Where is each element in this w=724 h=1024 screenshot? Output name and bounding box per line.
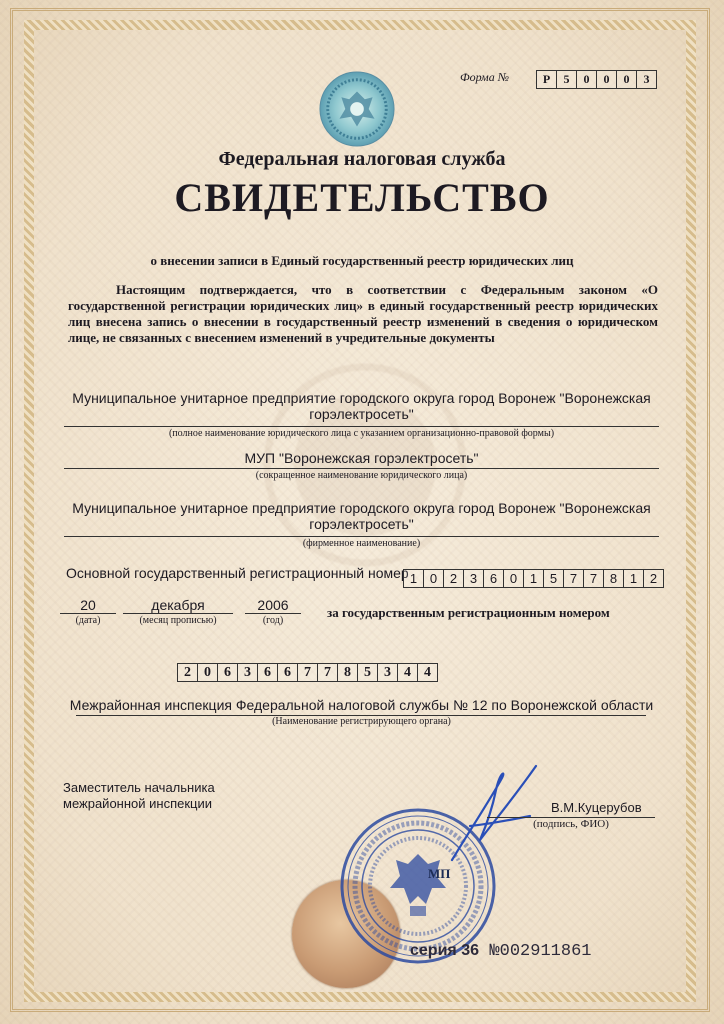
full-name-caption: (полное наименование юридического лица с указанием организационно-правовой формы) [168,428,555,439]
form-code-char: 5 [556,70,577,89]
grn-digit: 7 [297,663,318,682]
full-name-rule [64,426,659,427]
grn-digit: 8 [337,663,358,682]
grn-digit: 6 [277,663,298,682]
ogrn-digit: 1 [403,569,424,588]
grn-digit: 4 [417,663,438,682]
ogrn-digit: 1 [523,569,544,588]
date-year: 2006 [245,597,301,614]
short-name-rule [64,468,659,469]
signature-caption: (подпись, ФИО) [533,818,609,830]
brand-name-rule [64,536,659,537]
ogrn-digit: 7 [583,569,604,588]
grn-digit: 6 [257,663,278,682]
registration-number-text: за государственным регистрационным номером [327,605,610,620]
signer-position-line2: межрайонной инспекции [63,796,212,811]
ogrn-digit: 8 [603,569,624,588]
short-name-caption: (сокращенное наименование юридического лица) [255,470,468,481]
ogrn-digit: 2 [643,569,664,588]
form-number-label: Форма № [460,70,510,84]
date-day: 20 [60,597,116,614]
brand-name-line2: горэлектросеть" [309,516,414,532]
ogrn-digit: 0 [503,569,524,588]
hologram-emblem-icon [318,70,396,148]
authority-value: Межрайонная инспекция Федеральной налоговой службы № 12 по Воронежской области [69,697,654,713]
ogrn-digit: 5 [543,569,564,588]
signer-name: В.М.Куцерубов [551,800,642,815]
signer-position-line1: Заместитель начальника [63,780,215,795]
series-code: 36 [461,942,479,959]
brand-name-line1: Муниципальное унитарное предприятие городского округа город Воронеж "Воронежская [72,500,651,516]
form-code-char: 3 [636,70,657,89]
ogrn-digit: 0 [423,569,444,588]
signer-position [63,780,215,812]
document-subtitle: о внесении записи в Единый государственный реестр юридических лиц [150,253,574,268]
grn-digit: 3 [377,663,398,682]
brand-name-caption: (фирменное наименование) [302,538,421,549]
grn-digit: 4 [397,663,418,682]
form-code-char: 0 [596,70,617,89]
date-year-caption: (год) [262,615,284,626]
ogrn-digit: 6 [483,569,504,588]
form-code-boxes [537,70,657,89]
ogrn-digit: 2 [443,569,464,588]
grn-digit: 6 [217,663,238,682]
form-code-char: Р [536,70,557,89]
grn-digit: 2 [177,663,198,682]
date-month-caption: (месяц прописью) [139,615,217,626]
form-code-char: 0 [616,70,637,89]
ogrn-digit: 3 [463,569,484,588]
full-name-line2: горэлектросеть" [309,406,414,422]
form-code-char: 0 [576,70,597,89]
authority-caption: (Наименование регистрирующего органа) [272,716,451,727]
grn-digit: 0 [197,663,218,682]
intro-paragraph: Настоящим подтверждается, что в соответствии с Федеральным законом «О государственной регистрации юридических лиц» в единый государственный реестр юридических лиц внесена запись о внесении в государственный реестр изменений в сведения о юридическом лице, не связанных с внесением изменений в учредительные документы [68,282,658,345]
stamp-place-label: МП [428,866,451,881]
blank-number: №002911861 [489,942,592,961]
ogrn-digit: 7 [563,569,584,588]
grn-digit: 5 [357,663,378,682]
ogrn-digit: 1 [623,569,644,588]
full-name-line1: Муниципальное унитарное предприятие городского округа город Воронеж "Воронежская [72,390,651,406]
short-name-value: МУП "Воронежская горэлектросеть" [244,450,479,466]
grn-digit: 3 [237,663,258,682]
date-month: декабря [123,597,233,614]
grn-boxes [178,663,438,682]
agency-name: Федеральная налоговая служба [218,148,506,170]
series-number [410,942,591,961]
series-label: серия [410,942,457,959]
ogrn-label: Основной государственный регистрационный номер [66,565,409,581]
grn-digit: 7 [317,663,338,682]
ogrn-boxes [404,569,664,588]
date-day-caption: (дата) [75,615,101,626]
handwritten-signature-icon [440,760,550,870]
document-title: СВИДЕТЕЛЬСТВО [174,175,550,220]
